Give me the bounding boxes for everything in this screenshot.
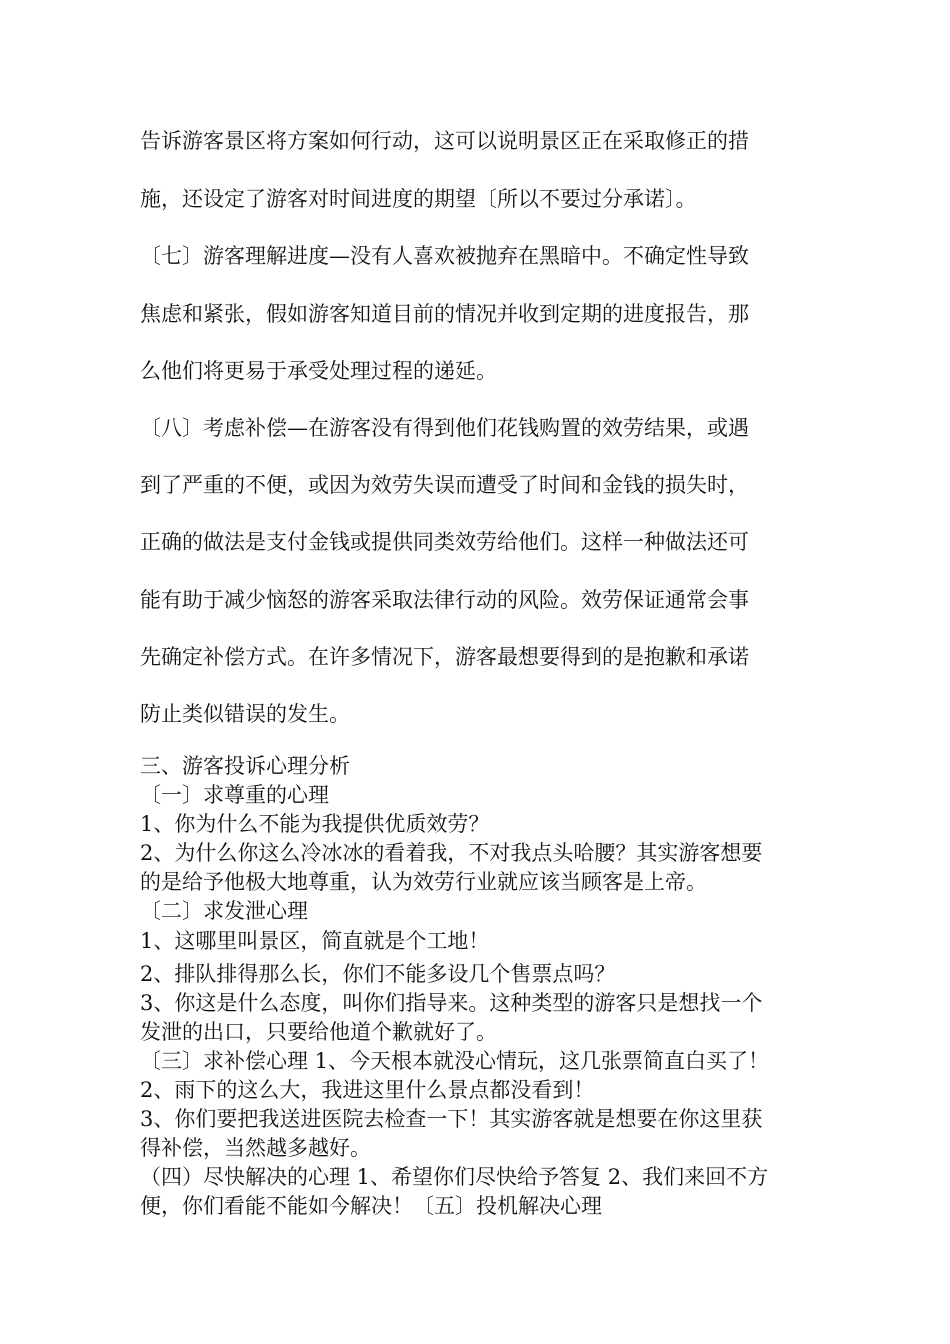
paragraph-line: 施，还设定了游客对时间进度的期望〔所以不要过分承诺〕。 xyxy=(140,187,697,211)
paragraph-line: 先确定补偿方式。在许多情况下，游客最想要得到的是抱歉和承诺 xyxy=(140,645,749,669)
list-item: 2、排队排得那么长，你们不能多设几个售票点吗？ xyxy=(140,962,616,986)
paragraph-line: 正确的做法是支付金钱或提供同类效劳给他们。这样一种做法还可 xyxy=(140,530,749,554)
paragraph-line: 能有助于减少恼怒的游客采取法律行动的风险。效劳保证通常会事 xyxy=(140,588,749,612)
subsection-heading: （四）尽快解决的心理 1、希望你们尽快给予答复 2、我们来回不方 xyxy=(140,1165,769,1189)
paragraph-line: 焦虑和紧张，假如游客知道目前的情况并收到定期的进度报告，那 xyxy=(140,302,749,326)
section-heading: 三、游客投诉心理分析 xyxy=(140,754,350,778)
paragraph-line: 告诉游客景区将方案如何行动，这可以说明景区正在采取修正的措 xyxy=(140,129,749,153)
subsection-heading: 〔一〕求尊重的心理 xyxy=(140,783,329,807)
list-item: 3、你这是什么态度，叫你们指导来。这种类型的游客只是想找一个 xyxy=(140,991,763,1015)
paragraph-line: 〔八〕考虑补偿—在游客没有得到他们花钱购置的效劳结果，或遇 xyxy=(140,416,749,440)
list-item-continuation: 得补偿，当然越多越好。 xyxy=(140,1136,371,1160)
list-item-continuation: 发泄的出口，只要给他道个歉就好了。 xyxy=(140,1020,497,1044)
paragraph-line: 么他们将更易于承受处理过程的递延。 xyxy=(140,359,497,383)
paragraph-line: 〔七〕游客理解进度—没有人喜欢被抛弃在黑暗中。不确定性导致 xyxy=(140,244,749,268)
list-item: 2、雨下的这么大，我进这里什么景点都没看到！ xyxy=(140,1078,595,1102)
subsection-heading: 〔二〕求发泄心理 xyxy=(140,899,308,923)
paragraph-line: 到了严重的不便，或因为效劳失误而遭受了时间和金钱的损失时， xyxy=(140,473,749,497)
subsection-heading: 〔三〕求补偿心理 1、今天根本就没心情玩，这几张票简直白买了！ xyxy=(140,1049,770,1073)
paragraph-line: 防止类似错误的发生。 xyxy=(140,702,350,726)
list-item: 3、你们要把我送进医院去检查一下！其实游客就是想要在你这里获 xyxy=(140,1107,763,1131)
list-item: 1、这哪里叫景区，简直就是个工地！ xyxy=(140,929,490,953)
list-item-continuation: 便，你们看能不能如今解决！〔五〕投机解决心理 xyxy=(140,1194,602,1218)
list-item: 1、你为什么不能为我提供优质效劳？ xyxy=(140,812,490,836)
list-item: 2、为什么你这么冷冰冰的看着我，不对我点头哈腰？其实游客想要 xyxy=(140,841,763,865)
list-item-continuation: 的是给予他极大地尊重，认为效劳行业就应该当顾客是上帝。 xyxy=(140,870,707,894)
